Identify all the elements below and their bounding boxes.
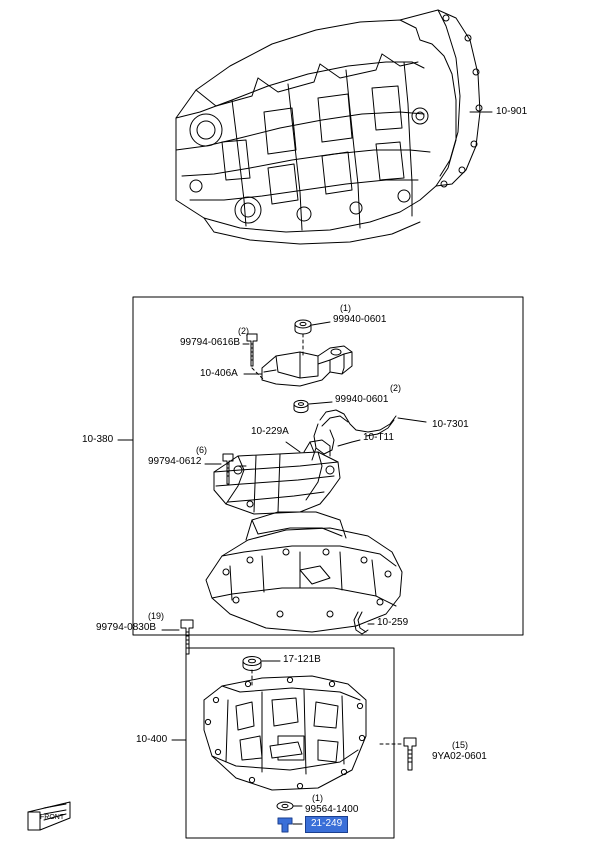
callout-99794-0830B[interactable]: 99794-0830B bbox=[96, 622, 157, 633]
callout-10-901[interactable]: 10-901 bbox=[496, 106, 528, 117]
callout-99940-0601-top[interactable]: 99940-0601 bbox=[333, 314, 387, 325]
washer-99940-0601-top bbox=[295, 320, 311, 334]
bolt-99794-0616B bbox=[247, 334, 257, 366]
callout-99794-0616B[interactable]: 99794-0616B bbox=[180, 337, 241, 348]
bolt-99794-0612 bbox=[223, 454, 233, 484]
callout-99940-0601-mid[interactable]: 99940-0601 bbox=[335, 394, 389, 405]
qty-99794-0612: (6) bbox=[196, 445, 207, 455]
engine-block-illustration bbox=[176, 10, 482, 244]
part-oil-pan-upper bbox=[206, 512, 402, 632]
callout-10-380[interactable]: 10-380 bbox=[82, 434, 114, 445]
leader-10-229A bbox=[286, 442, 300, 452]
callout-9YA02-0601[interactable]: 9YA02-0601 bbox=[432, 751, 487, 762]
callout-10-400[interactable]: 10-400 bbox=[136, 734, 168, 745]
bolt-99794-0830B bbox=[181, 620, 193, 654]
washer-99940-0601-mid bbox=[294, 400, 308, 412]
callout-10-406A[interactable]: 10-406A bbox=[200, 368, 238, 379]
callout-99794-0612[interactable]: 99794-0612 bbox=[148, 456, 202, 467]
part-99564-1400-washer bbox=[277, 802, 293, 810]
qty-99940-0601-mid: (2) bbox=[390, 383, 401, 393]
qty-99564-1400: (1) bbox=[312, 793, 323, 803]
callout-10-229A[interactable]: 10-229A bbox=[251, 426, 289, 437]
qty-99940-0601-top: (1) bbox=[340, 303, 351, 313]
front-marker-label: FRONT bbox=[40, 814, 65, 821]
part-10-229A-oil-strainer bbox=[214, 440, 340, 514]
qty-99794-0616B: (2) bbox=[238, 326, 249, 336]
part-10-259-clip bbox=[354, 612, 368, 634]
callout-17-121B[interactable]: 17-121B bbox=[283, 654, 321, 665]
callout-10-7301[interactable]: 10-7301 bbox=[432, 419, 469, 430]
bolt-9YA02-0601 bbox=[404, 738, 416, 770]
qty-99794-0830B: (19) bbox=[148, 611, 165, 621]
part-17-121B-plug bbox=[243, 657, 261, 671]
leader-10-T11 bbox=[352, 440, 360, 442]
highlighted-part-21-249[interactable]: 21-249 bbox=[305, 816, 348, 833]
leader-10-7301 bbox=[398, 418, 426, 422]
part-10-400-oil-pan bbox=[204, 676, 366, 790]
qty-9YA02-0601: (15) bbox=[452, 740, 469, 750]
callout-99564-1400[interactable]: 99564-1400 bbox=[305, 804, 359, 815]
callout-10-259[interactable]: 10-259 bbox=[377, 617, 409, 628]
part-21-249-drain-plug bbox=[278, 818, 292, 832]
part-10-406A-solenoid bbox=[262, 346, 352, 386]
callout-10-T11[interactable]: 10-T11 bbox=[363, 432, 394, 443]
